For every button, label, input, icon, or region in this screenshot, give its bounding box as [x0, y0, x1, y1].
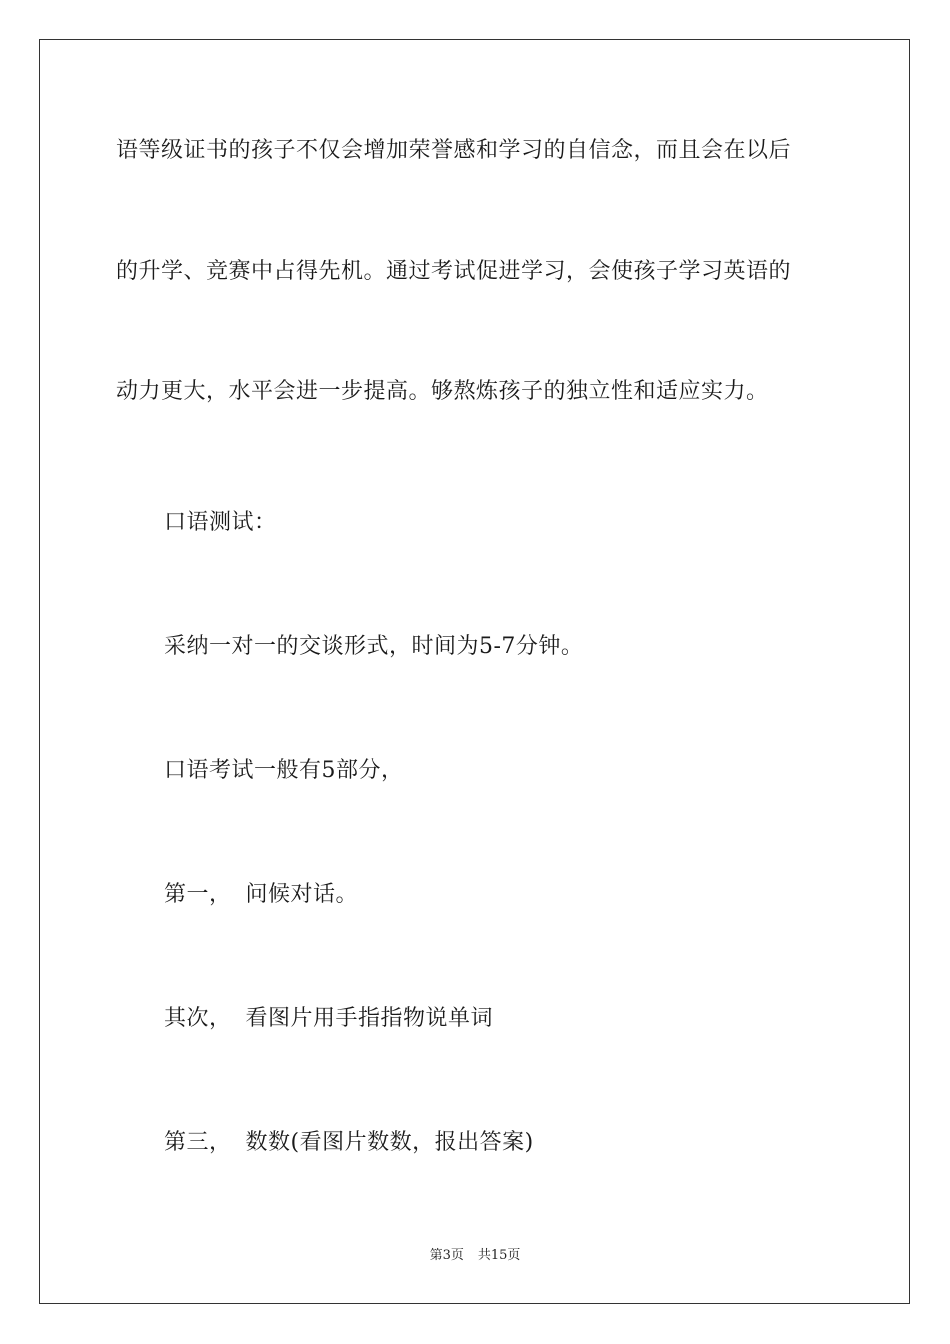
- page-number: 第3页: [429, 1248, 464, 1263]
- page-border: [39, 39, 910, 1304]
- part-label: 其次，: [164, 1006, 232, 1031]
- section-heading-oral-test: 口语测试：: [164, 510, 277, 535]
- body-text-line: 动力更大，水平会进一步提高。够熬炼孩子的独立性和适应实力。: [116, 379, 769, 404]
- page-total: 共15页: [477, 1248, 521, 1263]
- body-text-line: 语等级证书的孩子不仅会增加荣誉感和学习的自信念，而且会在以后: [116, 138, 792, 163]
- part-item: [164, 1004, 493, 1034]
- body-text-line: 采纳一对一的交谈形式，时间为5-7分钟。: [164, 634, 584, 659]
- part-text: 看图片用手指指物说单词: [245, 1006, 494, 1031]
- body-text-line: 的升学、竞赛中占得先机。通过考试促进学习，会使孩子学习英语的: [116, 259, 792, 284]
- part-label: 第一，: [164, 882, 232, 907]
- page-footer: [0, 1247, 950, 1265]
- part-text: 数数(看图片数数，报出答案): [245, 1130, 534, 1155]
- part-item: [164, 1128, 534, 1158]
- part-item: [164, 880, 358, 910]
- body-text-line: 口语考试一般有5部分，: [164, 758, 404, 783]
- part-label: 第三，: [164, 1130, 232, 1155]
- part-text: 问候对话。: [245, 882, 359, 907]
